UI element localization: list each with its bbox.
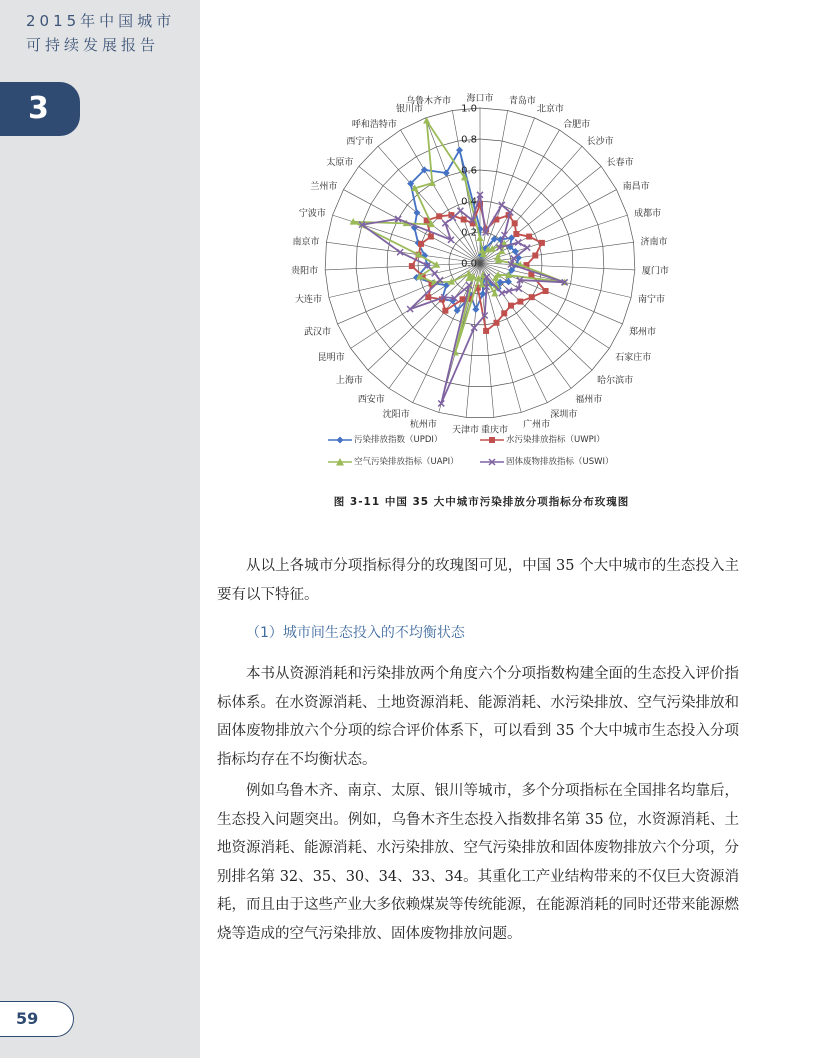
series-point-2 xyxy=(429,179,436,186)
category-label: 长春市 xyxy=(606,157,634,168)
category-label: 福州市 xyxy=(575,395,603,406)
radar-series xyxy=(350,117,569,406)
category-label: 深圳市 xyxy=(550,409,578,420)
figure-caption: 图 3-11 中国 35 大中城市污染排放分项指标分布玫瑰图 xyxy=(333,496,630,508)
category-label: 银川市 xyxy=(396,104,424,115)
grid-spoke xyxy=(329,263,480,297)
radar-chart xyxy=(290,86,670,478)
series-point-3 xyxy=(524,245,530,251)
series-point-0 xyxy=(413,209,420,216)
category-label: 沈阳市 xyxy=(382,409,410,420)
page-number: 59 xyxy=(0,1001,74,1037)
series-point-3 xyxy=(432,270,438,276)
series-point-3 xyxy=(457,208,463,214)
category-label: 武汉市 xyxy=(304,327,332,338)
legend-label-uwpi: 水污染排放指标（UWPI） xyxy=(506,435,605,445)
category-label: 西安市 xyxy=(357,395,385,406)
section-subheading: （1）城市间生态投入的不均衡状态 xyxy=(246,625,465,641)
series-point-1 xyxy=(543,288,549,294)
series-point-1 xyxy=(436,213,442,219)
category-label: 太原市 xyxy=(326,157,354,168)
category-label: 哈尔滨市 xyxy=(597,375,634,386)
category-label: 南京市 xyxy=(292,237,320,248)
category-label: 南宁市 xyxy=(637,295,665,306)
legend-label-updi: 污染排放指数（UPDI） xyxy=(354,435,443,445)
category-label: 长沙市 xyxy=(586,137,614,148)
grid-spoke xyxy=(480,146,582,263)
series-point-3 xyxy=(499,202,505,208)
series-point-1 xyxy=(483,328,489,334)
series-point-1 xyxy=(539,240,545,246)
category-label: 石家庄市 xyxy=(615,353,652,364)
category-label: 重庆市 xyxy=(481,425,509,436)
grid-spoke xyxy=(480,263,635,270)
chapter-tab: 3 xyxy=(0,82,80,136)
grid-spoke xyxy=(326,242,480,263)
series-point-1 xyxy=(512,220,518,226)
series-point-1 xyxy=(442,308,448,314)
r-tick-label: 1.0 xyxy=(461,103,477,115)
category-label: 郑州市 xyxy=(628,327,656,338)
r-tick-label: 0.2 xyxy=(461,227,477,239)
category-label: 贵阳市 xyxy=(291,266,319,277)
legend-label-uapi: 空气污染排放指标（UAPI） xyxy=(354,457,459,467)
series-point-2 xyxy=(423,117,430,124)
category-label: 兰州市 xyxy=(310,182,338,193)
radar-grid xyxy=(325,108,635,417)
category-label: 青岛市 xyxy=(508,96,536,107)
category-label: 海口市 xyxy=(466,94,494,104)
series-point-1 xyxy=(425,294,431,300)
series-point-1 xyxy=(428,234,434,240)
series-point-1 xyxy=(409,263,415,269)
series-point-1 xyxy=(532,253,538,259)
paragraph-1: 从以上各城市分项指标得分的玫瑰图可见，中国 35 个大中城市的生态投入主要有以下特征。 xyxy=(217,558,739,603)
category-label: 上海市 xyxy=(335,375,363,386)
series-point-1 xyxy=(529,294,535,300)
category-label: 天津市 xyxy=(451,425,479,436)
series-point-1 xyxy=(493,320,499,326)
series-point-1 xyxy=(501,310,507,316)
series-point-1 xyxy=(517,299,523,305)
category-label: 北京市 xyxy=(536,104,564,115)
category-label: 广州市 xyxy=(523,420,551,431)
category-label: 西宁市 xyxy=(346,137,374,148)
grid-spoke xyxy=(325,263,480,270)
chart-legend xyxy=(322,428,642,472)
legend-item-updi xyxy=(328,432,442,448)
series-point-1 xyxy=(526,234,532,240)
r-tick-label: 0.6 xyxy=(461,165,477,177)
series-point-1 xyxy=(461,216,467,222)
book-title-line1: 2015年中国城市 xyxy=(26,12,176,30)
category-label: 成都市 xyxy=(634,208,662,219)
paragraph-3: 例如乌鲁木齐、南京、太原、银川等城市，多个分项指标在全国排名均靠后，生态投入问题突出。例如，乌鲁木齐生态投入指数排名第 35 位，水资源消耗、土地资源消耗、能源消耗、水污染排放、空气污染排放和固体废物排放六个分项，分别排名第 32、35、30、34、33、34。其重化工产业结构带来的不仅巨大资源消耗，而且由于这些产业大多依赖煤炭等传统能源，在能源消耗的同时还带来能源燃烧等造成的空气污染排放、固体废物排放问题。 xyxy=(217,783,739,942)
book-title-line2: 可持续发展报告 xyxy=(26,36,160,54)
r-tick-label: 0.0 xyxy=(461,258,477,270)
series-point-1 xyxy=(418,241,424,247)
category-label: 厦门市 xyxy=(641,266,669,277)
category-label: 昆明市 xyxy=(317,353,345,364)
legend-item-uswi xyxy=(480,454,614,470)
category-label: 杭州市 xyxy=(409,420,437,431)
legend-label-uswi: 固体废物排放指标（USWI） xyxy=(506,457,614,467)
legend-item-uwpi xyxy=(480,432,605,448)
category-label: 南昌市 xyxy=(622,182,650,193)
series-point-0 xyxy=(472,306,479,313)
series-point-1 xyxy=(513,231,519,237)
sidebar xyxy=(0,0,200,1058)
paragraph-2: 本书从资源消耗和污染排放两个角度六个分项指数构建全面的生态投入评价指标体系。在水资源消耗、土地资源消耗、能源消耗、水污染排放、空气污染排放和固体废物排放六个分项的综合评价体系下，可以看到 35 个大中城市生态投入分项指标均存在不均衡状态。 xyxy=(217,666,739,768)
category-label: 宁波市 xyxy=(298,208,326,219)
category-label: 乌鲁木齐市 xyxy=(406,96,452,107)
series-point-1 xyxy=(508,303,514,309)
r-tick-label: 0.4 xyxy=(461,196,477,208)
series-line-2 xyxy=(353,121,564,353)
category-label: 大连市 xyxy=(295,295,323,306)
legend-item-uapi xyxy=(328,454,459,470)
book-title xyxy=(26,9,196,57)
category-label: 合肥市 xyxy=(563,119,591,130)
r-tick-label: 0.8 xyxy=(461,134,477,146)
category-label: 济南市 xyxy=(640,237,668,248)
category-label: 呼和浩特市 xyxy=(351,119,397,130)
